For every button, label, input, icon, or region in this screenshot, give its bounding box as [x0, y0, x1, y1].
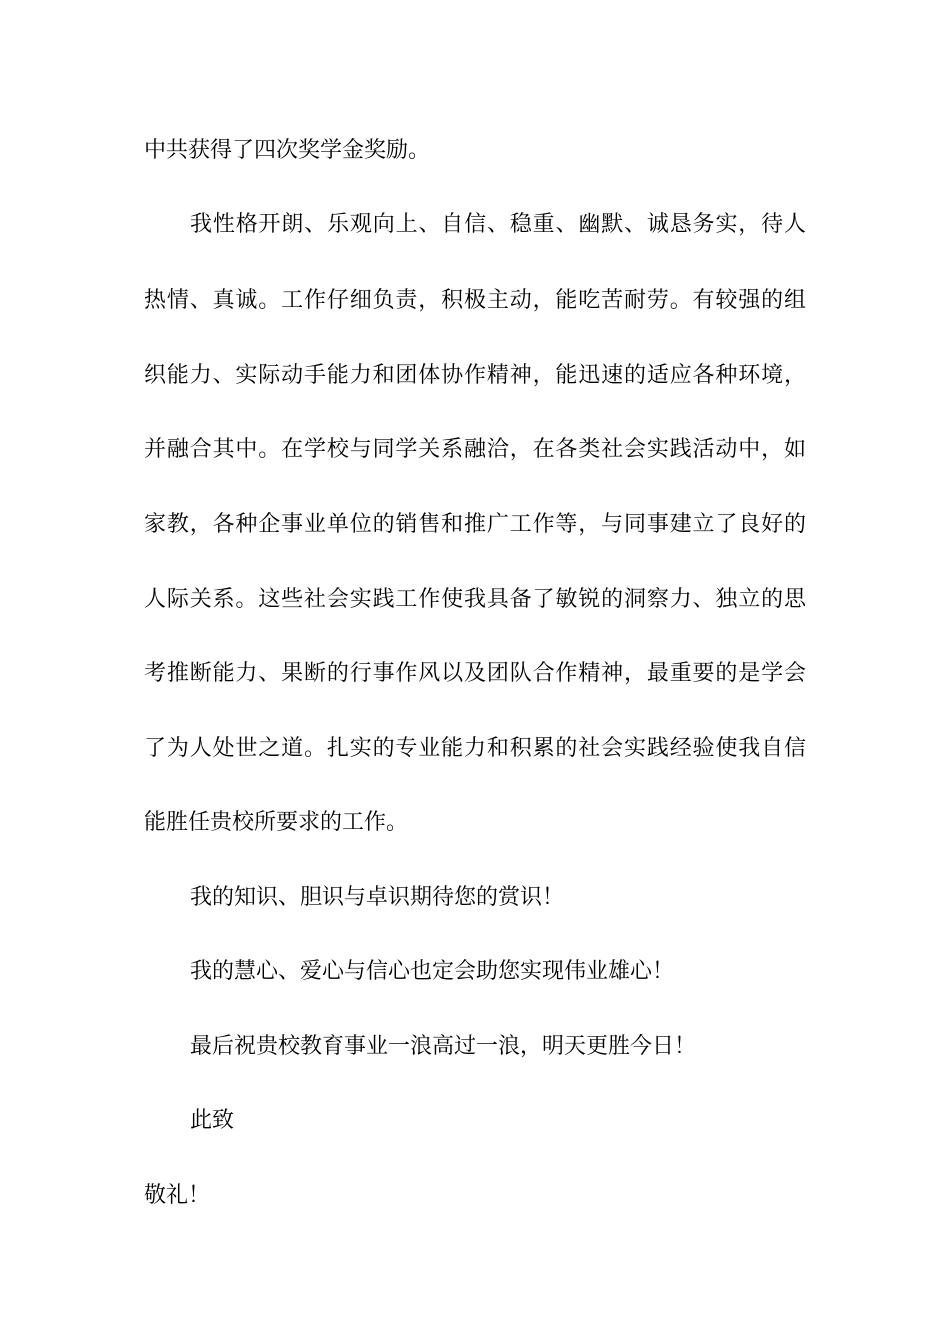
text-line-wisdom: 我的慧心、爱心与信心也定会助您实现伟业雄心！	[190, 959, 675, 984]
text-line-personality-1: 我性格开朗、乐观向上、自信、稳重、幽默、诚恳务实，待人	[190, 212, 806, 237]
text-line-personality-7: 考推断能力、果断的行事作风以及团队合作精神，最重要的是学会	[144, 661, 806, 686]
text-line-personality-3: 织能力、实际动手能力和团体协作精神，能迅速的适应各种环境，	[144, 363, 806, 388]
text-line-personality-4: 并融合其中。在学校与同学关系融洽，在各类社会实践活动中，如	[144, 437, 806, 462]
text-line-personality-6: 人际关系。这些社会实践工作使我具备了敏锐的洞察力、独立的思	[144, 587, 806, 612]
text-line-personality-9: 能胜任贵校所要求的工作。	[144, 810, 409, 835]
text-line-personality-8: 了为人处世之道。扎实的专业能力和积累的社会实践经验使我自信	[144, 736, 806, 761]
text-line-award: 中共获得了四次奖学金奖励。	[144, 138, 431, 163]
text-line-personality-5: 家教，各种企事业单位的销售和推广工作等，与同事建立了良好的	[144, 512, 806, 537]
closing-regards: 敬礼！	[144, 1183, 211, 1208]
text-line-knowledge: 我的知识、胆识与卓识期待您的赏识！	[190, 885, 565, 910]
text-line-wishes: 最后祝贵校教育事业一浪高过一浪，明天更胜今日！	[190, 1034, 697, 1059]
closing-salutation: 此致	[190, 1108, 235, 1133]
text-line-personality-2: 热情、真诚。工作仔细负责，积极主动，能吃苦耐劳。有较强的组	[144, 288, 806, 313]
